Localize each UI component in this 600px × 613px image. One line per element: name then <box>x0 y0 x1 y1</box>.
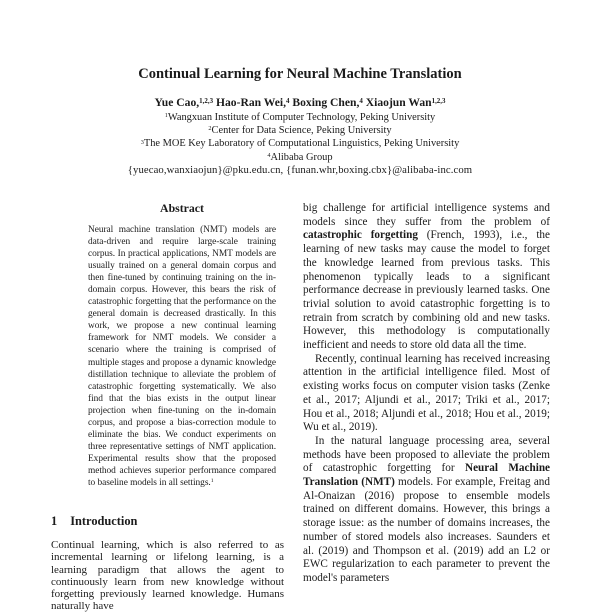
section-heading-introduction <box>51 514 137 529</box>
right-column-paragraph-1: big challenge for artificial intelligence systems and models since they suffer from the problem of catastrophic forgetting (French, 1993), i.e., the learning of new tasks may cause the model to forget the knowledge learned from previous tasks. This phenomenon typically leads to a significant performance decrease in previously learned tasks. One trivial solution to avoid catastrophic forgetting is to retrain from scratch by combining old and new tasks. However, this methodology is computationally inefficient and needs to store old data all the time. <box>303 202 550 352</box>
section-title: Introduction <box>70 514 138 528</box>
emails-line: {yuecao,wanxiaojun}@pku.edu.cn, {funan.whr,boxing.cbx}@alibaba-inc.com <box>127 163 473 176</box>
authors-line: Yue Cao,$^{1,2,3}$ Hao-Ran Wei,$^4$ Boxing Chen,$^4$ Xiaojun Wan$^{1,2,3}$ <box>154 96 446 109</box>
affiliation-line-3: $^3$The MOE Key Laboratory of Computational Linguistics, Peking University <box>140 138 460 150</box>
right-column-paragraph-3: In the natural language processing area, several methods have been proposed to alleviate the problem of catastrophic forgetting for Neural Machine Translation (NMT) models. For example, Freitag and Al-Onaizan (2016) propose to ensemble models trained on different domains. However, this brings a storage issue: as the number of domains increases, the number of stored models also increases. Saunders et al. (2019) and Thompson et al. (2019) add an L2 or EWC regularization to each parameter to prevent the model's parameters <box>303 434 551 584</box>
affiliation-line-2: $^2$Center for Data Science, Peking University <box>208 125 392 137</box>
paper-title: Continual Learning for Neural Machine Translation <box>138 66 462 82</box>
affiliations-block <box>0 111 600 177</box>
right-column-paragraph-2: Recently, continual learning has received increasing attention in the artificial intelligence filed. Most of existing works focus on computer vision tasks (Zenke et al., 2017; Aljundi et al., 2017; Triki et al., 2017; Hou et al., 2018; Aljundi et al., 2018; Hou et al., 2019; Wu et al., 2019). <box>303 352 550 434</box>
right-column <box>303 202 550 586</box>
introduction-paragraph: Continual learning, which is also referred to as incremental learning or lifelong learning, is a learning paradigm that allows the agent to continuously learn from new knowledge without forgetting previously learned knowledge. Humans naturally have <box>51 539 284 613</box>
section-number: 1 <box>51 514 58 528</box>
left-column <box>51 201 284 489</box>
abstract-heading: Abstract <box>160 201 204 215</box>
affiliation-line-4: $^4$Alibaba Group <box>267 151 333 163</box>
affiliation-line-1: $^1$Wangxuan Institute of Computer Technology, Peking University <box>164 112 436 123</box>
abstract-text: Neural machine translation (NMT) models are data-driven and require large-scale training corpus. In practical applications, NMT models are usually trained on a general domain corpus and then fine-tuned by continuing training on the in-domain corpus. However, this bears the risk of catastrophic forgetting that the performance on the general domain is decreased drastically. In this work, we propose a new continual learning framework for NMT models. We consider a scenario where the training is comprised of multiple stages and propose a dynamic knowledge distillation technique to alleviate the problem of catastrophic forgetting systematically. We also find that the bias exists in the output linear projection when fine-tuning on the in-domain corpus, and propose a bias-correction module to eliminate the bias. We conduct experiments on three representative settings of NMT application. Experimental results show that the proposed method achieves superior performance compared to baseline models in all settings.$^1$ <box>88 225 276 488</box>
